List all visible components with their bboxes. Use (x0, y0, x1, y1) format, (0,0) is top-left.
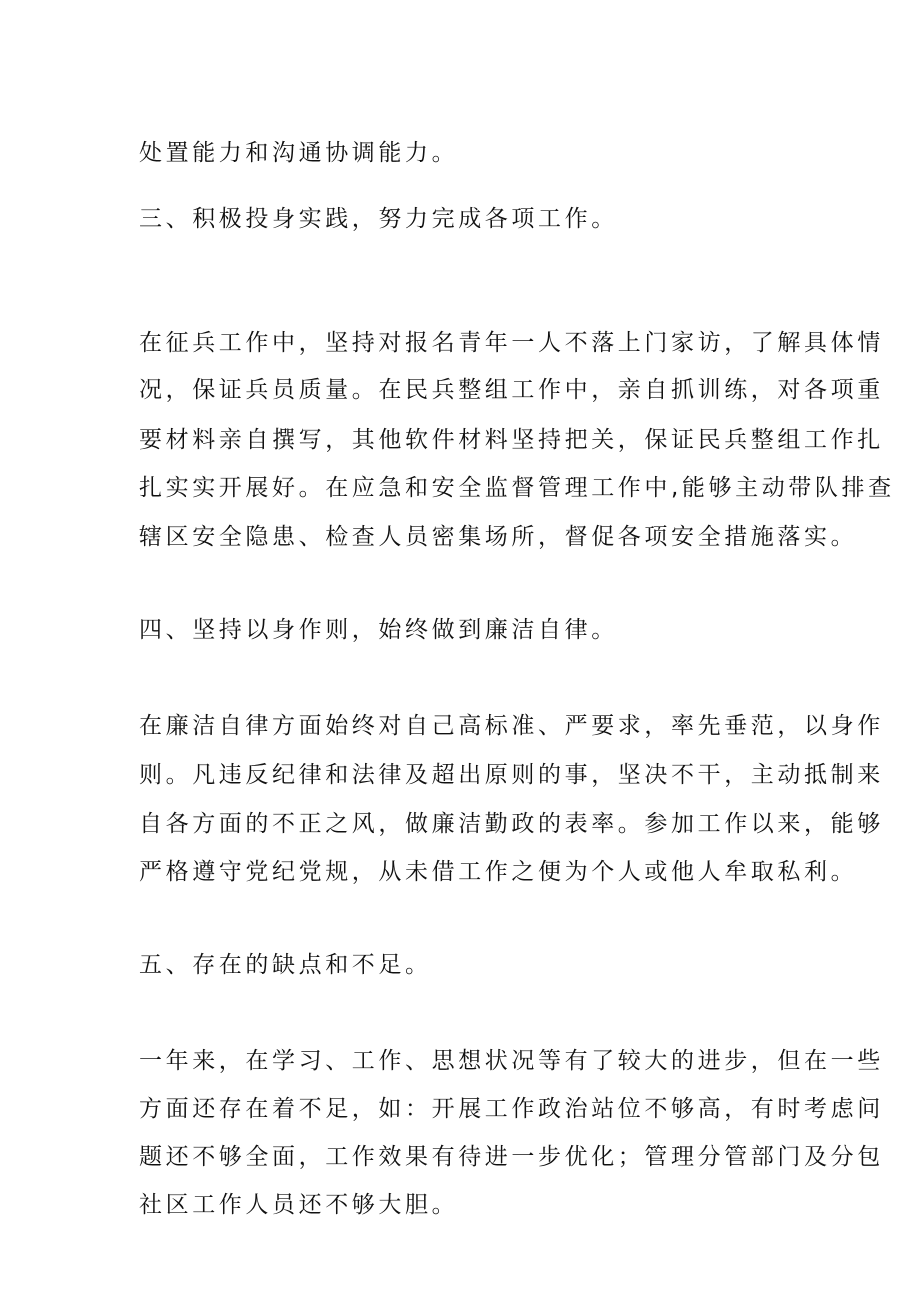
paragraph-line: 况，保证兵员质量。在民兵整组工作中，亲自抓训练，对各项重 (139, 377, 884, 403)
section-heading-3: 三、积极投身实践，努力完成各项工作。 (139, 206, 618, 232)
paragraph-line: 在征兵工作中，坚持对报名青年一人不落上门家访，了解具体情 (139, 330, 884, 356)
section-heading-5: 五、存在的缺点和不足。 (139, 952, 432, 978)
paragraph-line: 严格遵守党纪党规，从未借工作之便为个人或他人牟取私利。 (139, 859, 858, 885)
paragraph-line: 扎实实开展好。在应急和安全监督管理工作中,能够主动带队排查 (139, 475, 895, 501)
paragraph-line: 方面还存在着不足，如：开展工作政治站位不够高，有时考虑问 (139, 1096, 884, 1122)
paragraph-line: 社区工作人员还不够大胆。 (139, 1192, 459, 1218)
section-heading-4: 四、坚持以身作则，始终做到廉洁自律。 (139, 617, 618, 643)
paragraph-line: 题还不够全面，工作效果有待进一步优化；管理分管部门及分包 (139, 1144, 884, 1170)
paragraph-line: 辖区安全隐患、检查人员密集场所，督促各项安全措施落实。 (139, 524, 858, 550)
paragraph-tail-line: 处置能力和沟通协调能力。 (139, 140, 459, 166)
paragraph-line: 则。凡违反纪律和法律及超出原则的事，坚决不干，主动抵制来 (139, 762, 884, 788)
paragraph-line: 在廉洁自律方面始终对自己高标准、严要求，率先垂范，以身作 (139, 713, 884, 739)
paragraph-line: 自各方面的不正之风，做廉洁勤政的表率。参加工作以来，能够 (139, 811, 884, 837)
paragraph-line: 要材料亲自撰写，其他软件材料坚持把关，保证民兵整组工作扎 (139, 427, 884, 453)
paragraph-line: 一年来，在学习、工作、思想状况等有了较大的进步，但在一些 (139, 1048, 884, 1074)
